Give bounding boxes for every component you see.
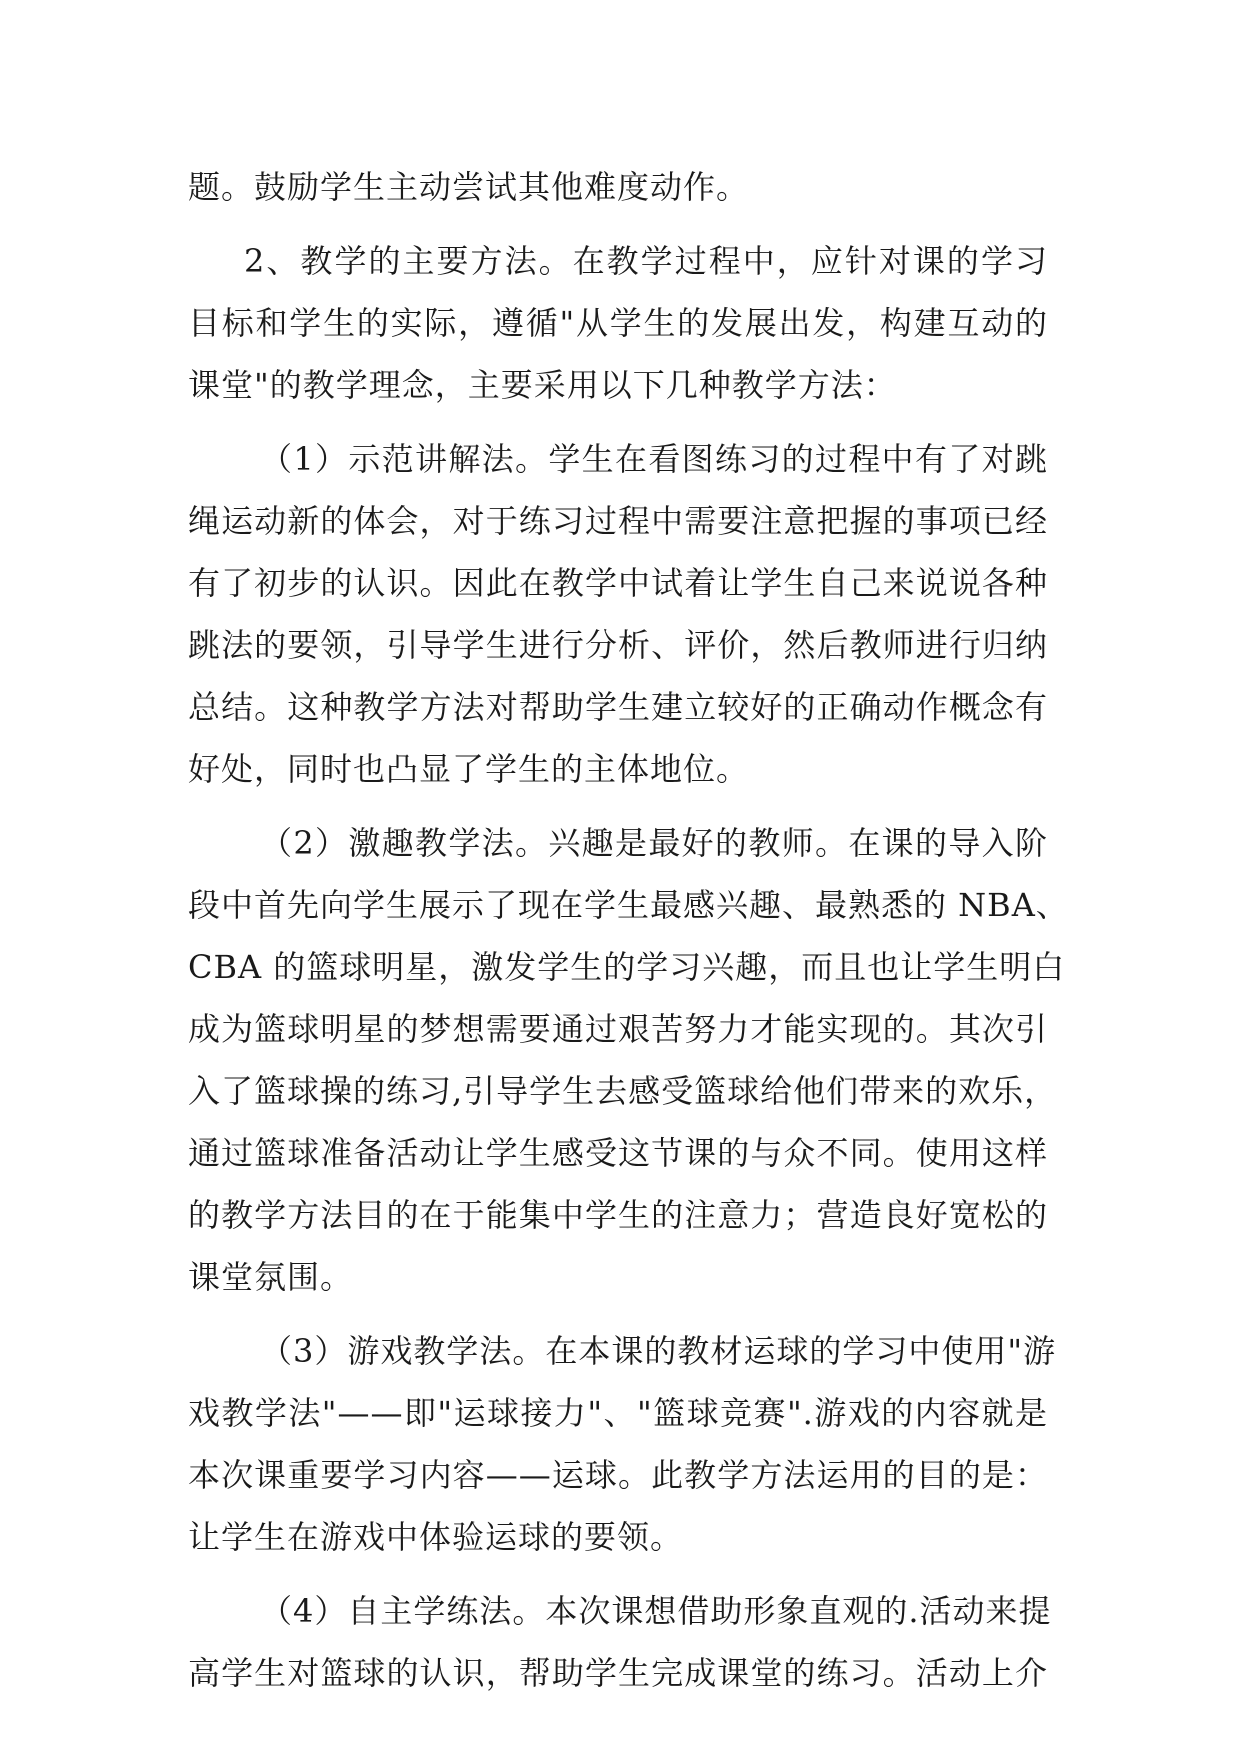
text-line: 好处，同时也凸显了学生的主体地位。	[188, 750, 750, 788]
text-line: 2、教学的主要方法。在教学过程中，应针对课的学习	[244, 242, 1048, 280]
text-line: CBA 的篮球明星，激发学生的学习兴趣，而且也让学生明白	[188, 948, 1066, 986]
text-line: 戏教学法"——即"运球接力"、"篮球竞赛".游戏的内容就是	[188, 1394, 1048, 1432]
text-line: （1）示范讲解法。学生在看图练习的过程中有了对跳	[260, 440, 1048, 478]
text-line: （3）游戏教学法。在本课的教材运球的学习中使用"游	[260, 1332, 1057, 1370]
document-page	[188, 156, 1069, 1704]
text-line: 总结。这种教学方法对帮助学生建立较好的正确动作概念有	[188, 688, 1048, 726]
text-line: 目标和学生的实际，遵循"从学生的发展出发，构建互动的	[188, 304, 1048, 342]
text-line: 高学生对篮球的认识，帮助学生完成课堂的练习。活动上介	[188, 1654, 1048, 1692]
text-line: 本次课重要学习内容——运球。此教学方法运用的目的是：	[188, 1456, 1048, 1494]
text-line: 的教学方法目的在于能集中学生的注意力；营造良好宽松的	[188, 1196, 1048, 1234]
text-line: 课堂"的教学理念，主要采用以下几种教学方法：	[188, 366, 897, 404]
text-line: 课堂氛围。	[188, 1258, 354, 1296]
text-line: （2）激趣教学法。兴趣是最好的教师。在课的导入阶	[260, 824, 1048, 862]
text-line: 有了初步的认识。因此在教学中试着让学生自己来说说各种	[188, 564, 1048, 602]
text-line: 让学生在游戏中体验运球的要领。	[188, 1518, 684, 1556]
text-line: 绳运动新的体会，对于练习过程中需要注意把握的事项已经	[188, 502, 1048, 540]
text-line: 段中首先向学生展示了现在学生最感兴趣、最熟悉的 NBA、	[188, 886, 1069, 924]
text-line: 通过篮球准备活动让学生感受这节课的与众不同。使用这样	[188, 1134, 1048, 1172]
text-line: 成为篮球明星的梦想需要通过艰苦努力才能实现的。其次引	[188, 1010, 1048, 1048]
text-line: 跳法的要领，引导学生进行分析、评价，然后教师进行归纳	[188, 626, 1048, 664]
text-line: 入了篮球操的练习,引导学生去感受篮球给他们带来的欢乐，	[188, 1072, 1058, 1110]
text-line: 题。鼓励学生主动尝试其他难度动作。	[188, 168, 750, 206]
text-line: （4）自主学练法。本次课想借助形象直观的.活动来提	[260, 1592, 1052, 1630]
